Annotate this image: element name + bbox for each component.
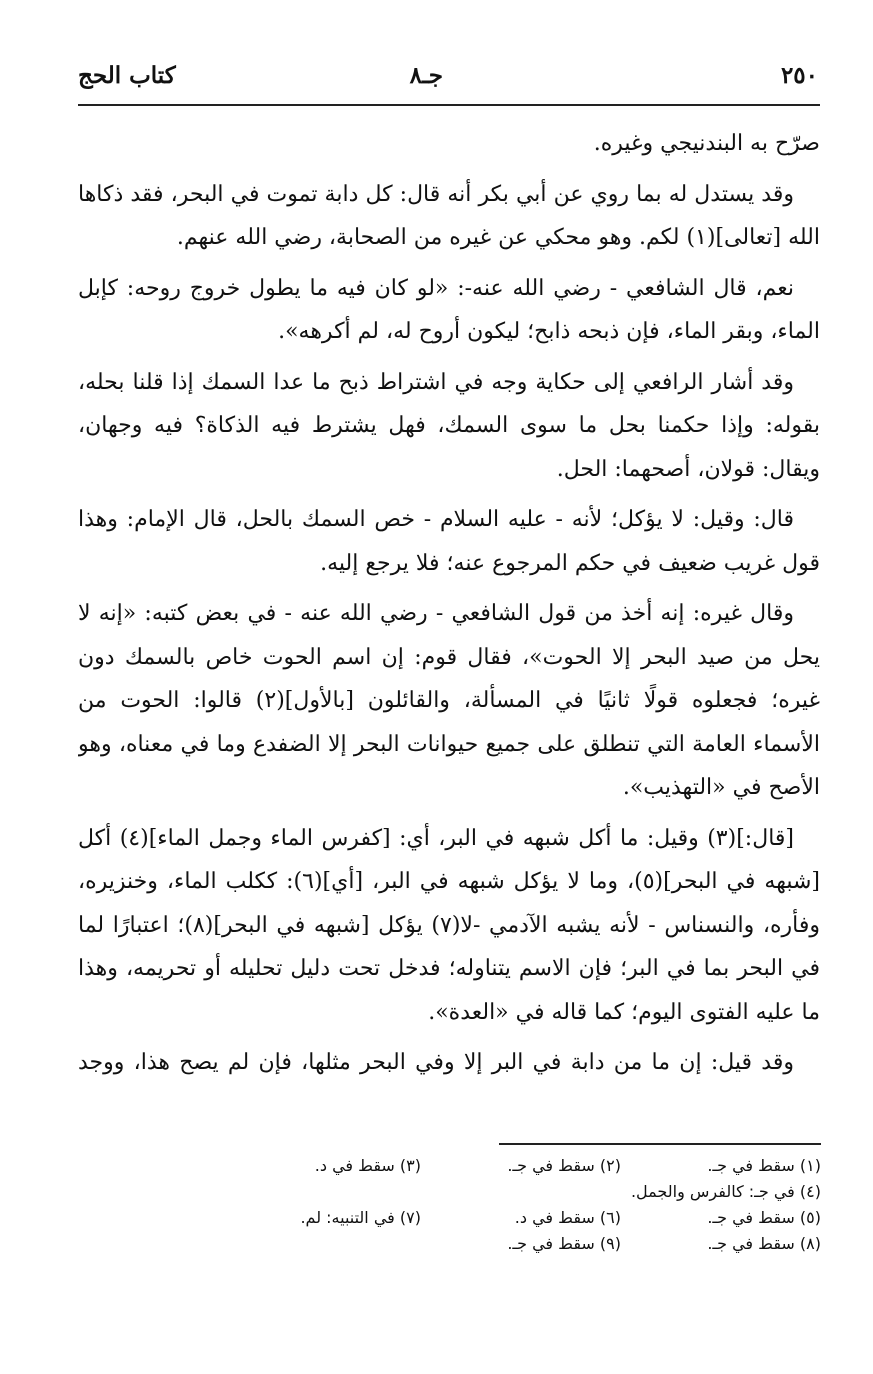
footnote: (٩) سقط في جـ. bbox=[507, 1234, 621, 1253]
footnote-row bbox=[221, 1156, 821, 1182]
paragraph: قال: وقيل: لا يؤكل؛ لأنه - عليه السلام - خص السمك بالحل، قال الإمام: وهذا قول غريب ضعيف في حكم المرجوع عنه؛ فلا يرجع إليه. bbox=[78, 507, 820, 576]
page-number: ٢٥٠ bbox=[780, 62, 818, 89]
footnote: (٧) في التنبيه: لم. bbox=[300, 1208, 421, 1227]
footnote: (٦) سقط في د. bbox=[514, 1208, 621, 1227]
footnote-row bbox=[221, 1182, 821, 1208]
footnote-row bbox=[221, 1208, 821, 1234]
footnotes bbox=[221, 1156, 821, 1260]
paragraph: وقد يستدل له بما روي عن أبي بكر أنه قال: كل دابة تموت في البحر، فقد ذكاها الله [تعالى](١) لكم. وهو محكي عن غيره من الصحابة، رضي الله عنهم. bbox=[78, 181, 820, 250]
footnote-row bbox=[221, 1234, 821, 1260]
paragraph: نعم، قال الشافعي - رضي الله عنه-: «لو كان فيه ما يطول خروج روحه: كإبل الماء، وبقر الماء، فإن ذبحه ذابح؛ ليكون أروح له، لم أكرهه». bbox=[78, 275, 820, 344]
book-title: كتاب الحج bbox=[78, 62, 176, 89]
paragraph: وقد أشار الرافعي إلى حكاية وجه في اشتراط ذبح ما عدا السمك إذا قلنا بحله، بقوله: وإذا حكمنا بحل ما سوى السمك، فهل يشترط فيه الذكاة؟ فيه وجهان، ويقال: قولان، أصحهما: الحل. bbox=[78, 369, 820, 482]
paragraph: وقال غيره: إنه أخذ من قول الشافعي - رضي الله عنه - في بعض كتبه: «إنه لا يحل من صيد البحر إلا الحوت»، فقال قوم: إن اسم الحوت خاص بالسمك دون غيره؛ فجعلوه قولًا ثانيًا في المسألة، والقائلون [بالأول](٢) قالوا: الحوت من الأسماء العامة التي تنطلق على جميع حيوانات البحر إلا الضفدع وما في معناه، وهو الأصح في «التهذيب». bbox=[78, 601, 820, 800]
paragraph: [قال:](٣) وقيل: ما أكل شبهه في البر، أي: [كفرس الماء وجمل الماء](٤) أكل [شبهه في البحر](٥)، وما لا يؤكل شبهه في البر، [أي](٦): ككلب الماء، وخنزيره، وفأره، والنسناس - لأنه يشبه الآدمي -لا(٧) يؤكل [شبهه في البحر](٨)؛ اعتبارًا لما في البحر بما في البر؛ فإن الاسم يتناوله؛ فدخل تحت دليل تحليله أو تحريمه، وهذا ما عليه الفتوى اليوم؛ كما قاله في «العدة». bbox=[78, 825, 820, 1025]
header-rule bbox=[78, 104, 820, 106]
paragraph: صرّح به البندنيجي وغيره. bbox=[593, 131, 820, 156]
footnote: (١) سقط في جـ. bbox=[707, 1156, 821, 1175]
footnote: (٨) سقط في جـ. bbox=[707, 1234, 821, 1253]
body-text bbox=[78, 122, 820, 1082]
volume-label: جـ٨ bbox=[409, 62, 443, 89]
footnote: (٥) سقط في جـ. bbox=[707, 1208, 821, 1227]
paragraph: وقد قيل: إن ما من دابة في البر إلا وفي البحر مثلها، فإن لم يصح هذا، ووجد bbox=[78, 1050, 794, 1075]
footnote-separator bbox=[499, 1143, 821, 1145]
running-header bbox=[78, 58, 818, 102]
footnote: (٢) سقط في جـ. bbox=[507, 1156, 621, 1175]
footnote: (٤) في جـ: كالفرس والجمل. bbox=[630, 1182, 821, 1201]
footnote: (٣) سقط في د. bbox=[314, 1156, 421, 1175]
